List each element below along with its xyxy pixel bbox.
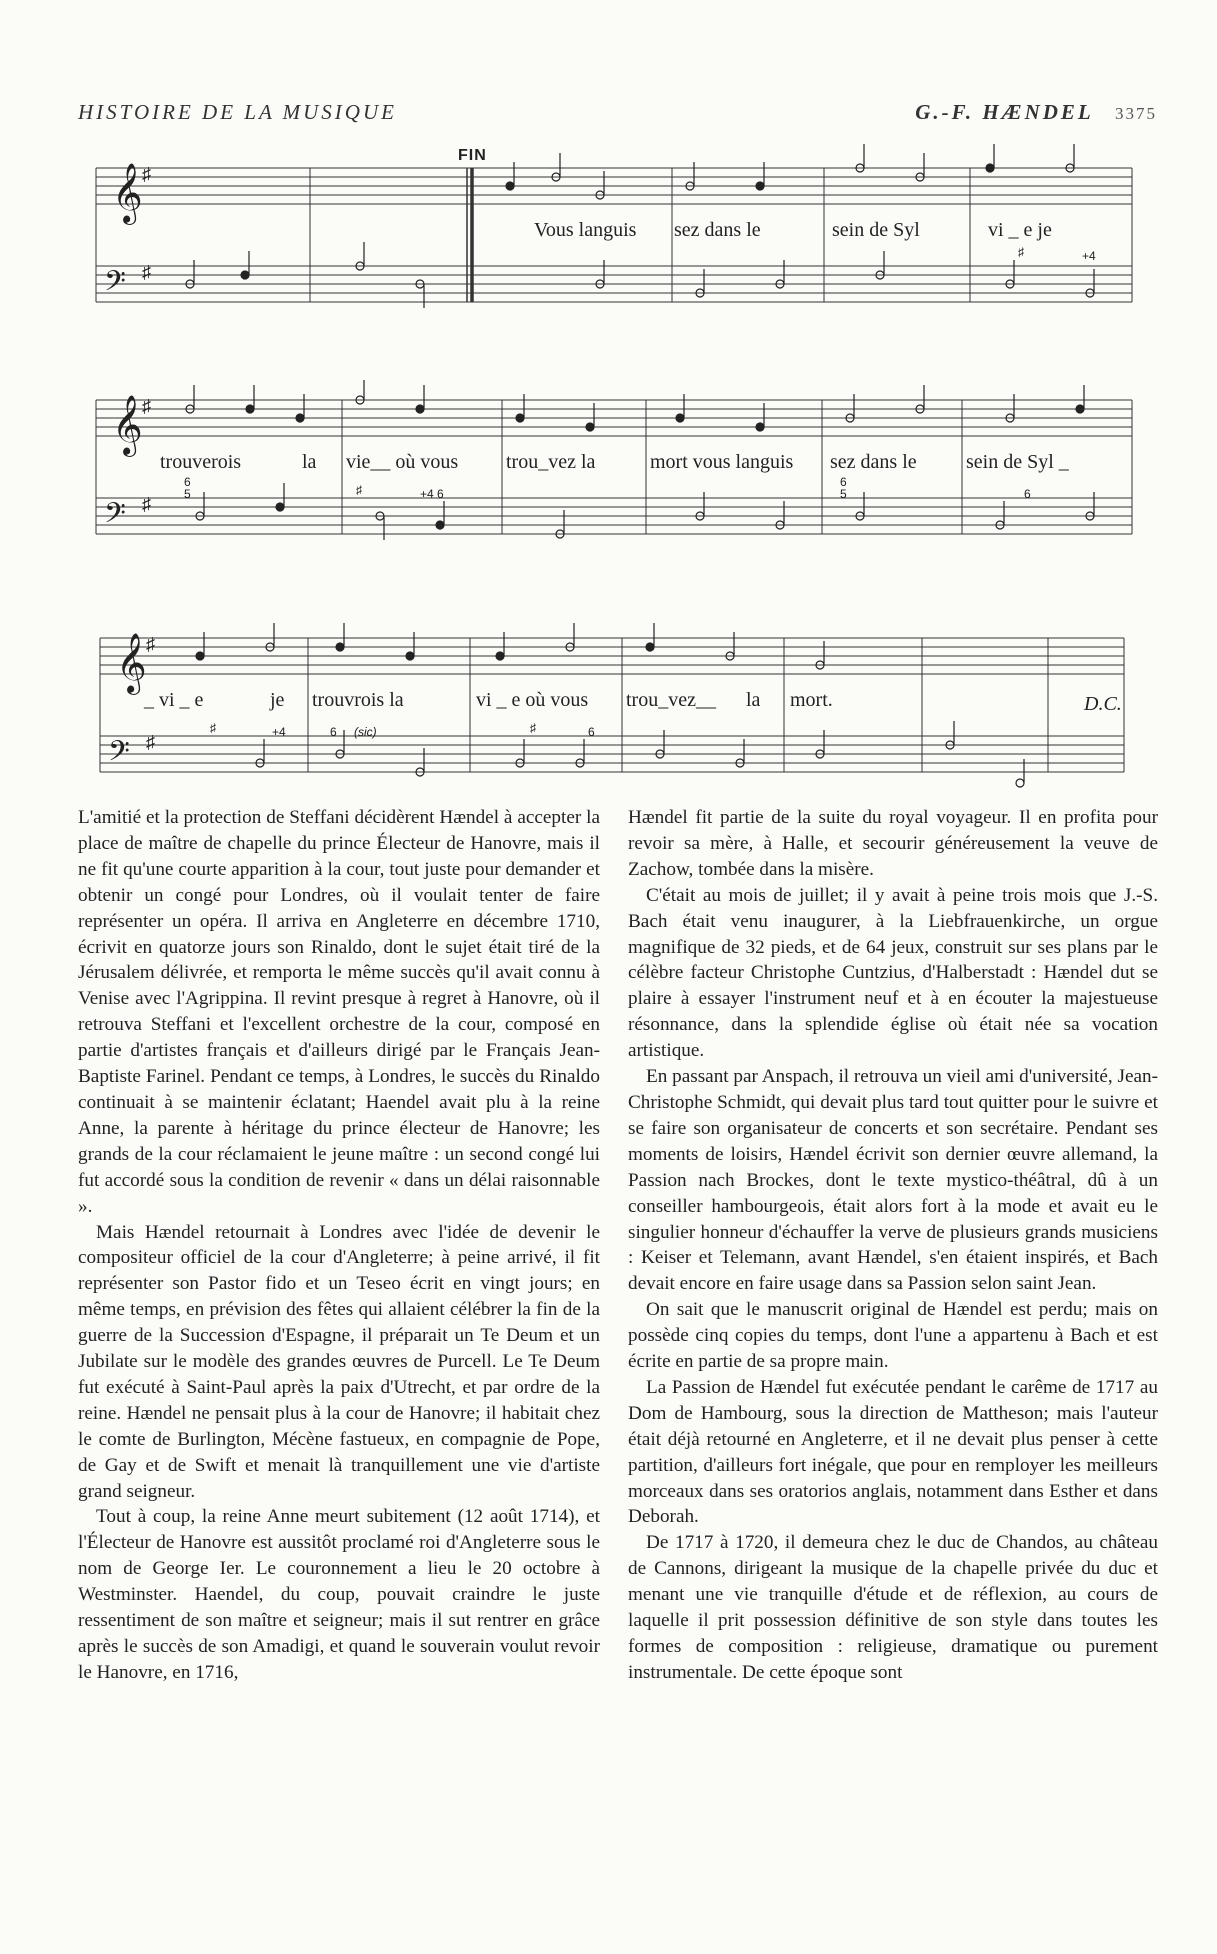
figure-s1-2: +4 (1082, 249, 1096, 263)
paragraph-right-1: Hændel fit partie de la suite du royal voyageur. Il en profita pour revoir sa mère, à Halle, et secourir généreusement la veuve de Zachow, tombée dans la misère. (628, 807, 1158, 880)
figure-s3-6: 6 (588, 725, 595, 739)
paragraph-left-2: Mais Hændel retournait à Londres avec l'idée de devenir le compositeur officiel de la cour d'Angleterre; à peine arrivé, il fit représenter son Pastor fido et un Teseo écrit en vingt jours; en même temps, en prévision des fêtes qui allaient célébrer la fin de la guerre de la Succession d'Espagne, il préparait un Te Deum et un Jubilate sur le modèle des grandes œuvres de Purcell. Le Te Deum fut exécuté à Saint-Paul après la paix d'Utrecht, et par ordre de la reine. Hændel ne pensait plus à la cour de Hanovre; il habitait chez le comte de Burlington, Mécène fastueux, en compagnie de Pope, de Gay et de Swift et menait là tranquillement une vie d'artiste grand seigneur. (78, 1221, 600, 1502)
page-number: 3375 (1115, 104, 1157, 123)
figure-s2-1: 6 (184, 475, 191, 489)
bass-clef-icon: 𝄢 (104, 497, 126, 537)
bass-clef-icon: 𝄢 (104, 265, 126, 305)
score-system-3-svg (0, 618, 1217, 808)
key-signature-sharp: ♯ (142, 396, 151, 416)
paragraph-right-3: En passant par Anspach, il retrouva un vieil ami d'université, Jean-Christophe Schmidt, qui devait plus tard tout quitter pour le suivre et se faire son organisateur de concerts et son secrétaire. Pendant ses moments de loisirs, Hændel écrivit son dernier œuvre allemand, la Passion nach Brockes, dont le texte mystico-théâtral, dû à un conseiller hambourgeois, était alors fort à la mode et avait eu le singulier honneur d'échauffer la verve de plusieurs grands musiciens : Keiser et Telemann, avant Hændel, s'en étaient inspirés, et Bach devait encore en faire usage dans sa Passion selon saint Jean. (628, 1066, 1158, 1295)
score-system-3 (0, 618, 1217, 808)
lyric-s3-4: vi _ e où vous (476, 689, 589, 711)
lyric-s2-4: trou_vez la (506, 451, 596, 473)
figure-s2-2: 5 (184, 487, 191, 501)
key-signature-sharp-bass: ♯ (146, 732, 155, 752)
figure-s1-1: ♯ (1018, 245, 1024, 259)
chapter-header (915, 100, 1157, 125)
chapter-title: G.-F. HÆNDEL (915, 100, 1094, 124)
lyric-s2-6: sez dans le (830, 451, 917, 473)
treble-clef-icon: 𝄞 (112, 163, 143, 223)
figure-s3-4: (sic) (354, 725, 377, 739)
lyric-s3-6: la (746, 689, 761, 711)
lyric-s3-7: mort. (790, 689, 833, 711)
lyric-s3-5: trou_vez__ (626, 689, 716, 711)
lyric-s2-3: vie__ où vous (346, 451, 459, 473)
fin-label: FIN (458, 147, 487, 164)
treble-clef-icon: 𝄞 (116, 633, 147, 693)
figure-s3-2: +4 (272, 725, 286, 739)
lyric-s1-3: sein de Syl (832, 219, 920, 241)
body-column-left (78, 805, 600, 1686)
body-column-right (628, 805, 1158, 1686)
lyric-s1-4: vi _ e je (988, 219, 1052, 241)
score-system-1 (0, 138, 1217, 338)
figure-s2-4: +4 6 (420, 487, 444, 501)
lyric-s2-1: trouverois (160, 451, 242, 473)
score-system-1-svg (0, 138, 1217, 338)
figure-s2-3: ♯ (356, 483, 362, 497)
key-signature-sharp-bass: ♯ (142, 494, 151, 514)
figure-s3-3: 6 (330, 725, 337, 739)
paragraph-right-4: On sait que le manuscrit original de Hændel est perdu; mais on possède cinq copies du temps, dont l'une a appartenu à Bach et est écrite en partie de sa propre main. (628, 1299, 1158, 1373)
lyric-s3-2: je (270, 689, 285, 711)
lyric-s2-5: mort vous languis (650, 451, 794, 473)
figure-s2-5: 6 (840, 475, 847, 489)
lyric-s2-7: sein de Syl _ (966, 451, 1069, 473)
paragraph-left-1: L'amitié et la protection de Steffani décidèrent Hændel à accepter la place de maître de chapelle du prince Électeur de Hanovre, mais il ne fit qu'une courte apparition à la cour, tout juste pour demander et obtenir un congé pour Londres, où il voulait tenter de faire représenter un opéra. Il arriva en Angleterre en décembre 1710, écrivit en quatorze jours son Rinaldo, dont le sujet était tiré de la Jérusalem délivrée, et remporta le même succès qu'il avait connu à Venise avec l'Agrippina. Il revint presque à regret à Hanovre, où il retrouva Steffani et l'excellent orchestre de la cour, composé en partie d'artistes français et d'ailleurs dirigé par le Français Jean-Baptiste Farinel. Pendant ce temps, à Londres, le succès du Rinaldo continuait à se maintenir éclatant; Haendel avait plu à la reine Anne, la parente à héritage du prince électeur de Hanovre; les grands de la cour réclamaient le jeune maître : un second congé lui fut accordé sous la condition de revenir « dans un délai raisonnable ». (78, 807, 600, 1217)
paragraph-right-2: C'était au mois de juillet; il y avait à peine trois mois que J.-S. Bach était venu inaugurer, à la Liebfrauenkirche, un orgue magnifique de 32 pieds, et de 64 jeux, construit sur ses plans par le célèbre facteur Christophe Cuntzius, d'Halberstadt : Hændel dut se plaire à essayer l'instrument neuf et à en écouter la majestueuse résonnance, dans la splendide église où était née sa vocation artistique. (628, 884, 1158, 1062)
figure-s3-1: ♯ (210, 721, 216, 735)
running-title: HISTOIRE DE LA MUSIQUE (78, 100, 397, 124)
paragraph-left-3: Tout à coup, la reine Anne meurt subitement (12 août 1714), et l'Électeur de Hanovre est aussitôt proclamé roi d'Angleterre sous le nom de George Ier. Le couronnement a lieu le 20 octobre à Westminster. Haendel, du coup, pouvait craindre le juste ressentiment de son maître et seigneur; mais il sut rentrer en grâce après le succès de son Amadigi, et quand le souverain voulut revoir le Hanovre, en 1716, (78, 1506, 600, 1683)
bass-clef-icon: 𝄢 (108, 735, 130, 775)
lyric-s1-1: Vous languis (534, 219, 637, 241)
dc-label: D.C. (1084, 693, 1122, 715)
figure-s2-6: 5 (840, 487, 847, 501)
score-system-2-svg (0, 380, 1217, 570)
paragraph-right-5: La Passion de Hændel fut exécutée pendant le carême de 1717 au Dom de Hambourg, sous la direction de Mattheson; mais l'auteur était déjà retourné en Angleterre, et il ne devait plus penser à cette partition, d'ailleurs fort inégale, que pour en remployer les meilleurs morceaux dans ses oratorios anglais, notamment dans Esther et dans Deborah. (628, 1376, 1158, 1528)
figure-s3-5: ♯ (530, 721, 536, 735)
key-signature-sharp: ♯ (146, 634, 155, 654)
lyric-s3-3: trouvrois la (312, 689, 404, 711)
lyric-s3-1: _ vi _ e (144, 689, 204, 711)
lyric-s1-2: sez dans le (674, 219, 761, 241)
key-signature-sharp: ♯ (142, 164, 151, 184)
key-signature-sharp-bass: ♯ (142, 262, 151, 282)
score-system-2 (0, 380, 1217, 570)
paragraph-right-6: De 1717 à 1720, il demeura chez le duc de Chandos, au château de Cannons, dirigeant la musique de la chapelle privée du duc et menant une vie tranquille d'étude et de réflexion, au cours de laquelle il prit possession définitive de son style dans toutes les formes de composition : religieuse, dramatique ou purement instrumentale. De cette époque sont (628, 1532, 1158, 1683)
treble-clef-icon: 𝄞 (112, 395, 143, 455)
figure-s2-7: 6 (1024, 487, 1031, 501)
lyric-s2-2: la (302, 451, 317, 473)
